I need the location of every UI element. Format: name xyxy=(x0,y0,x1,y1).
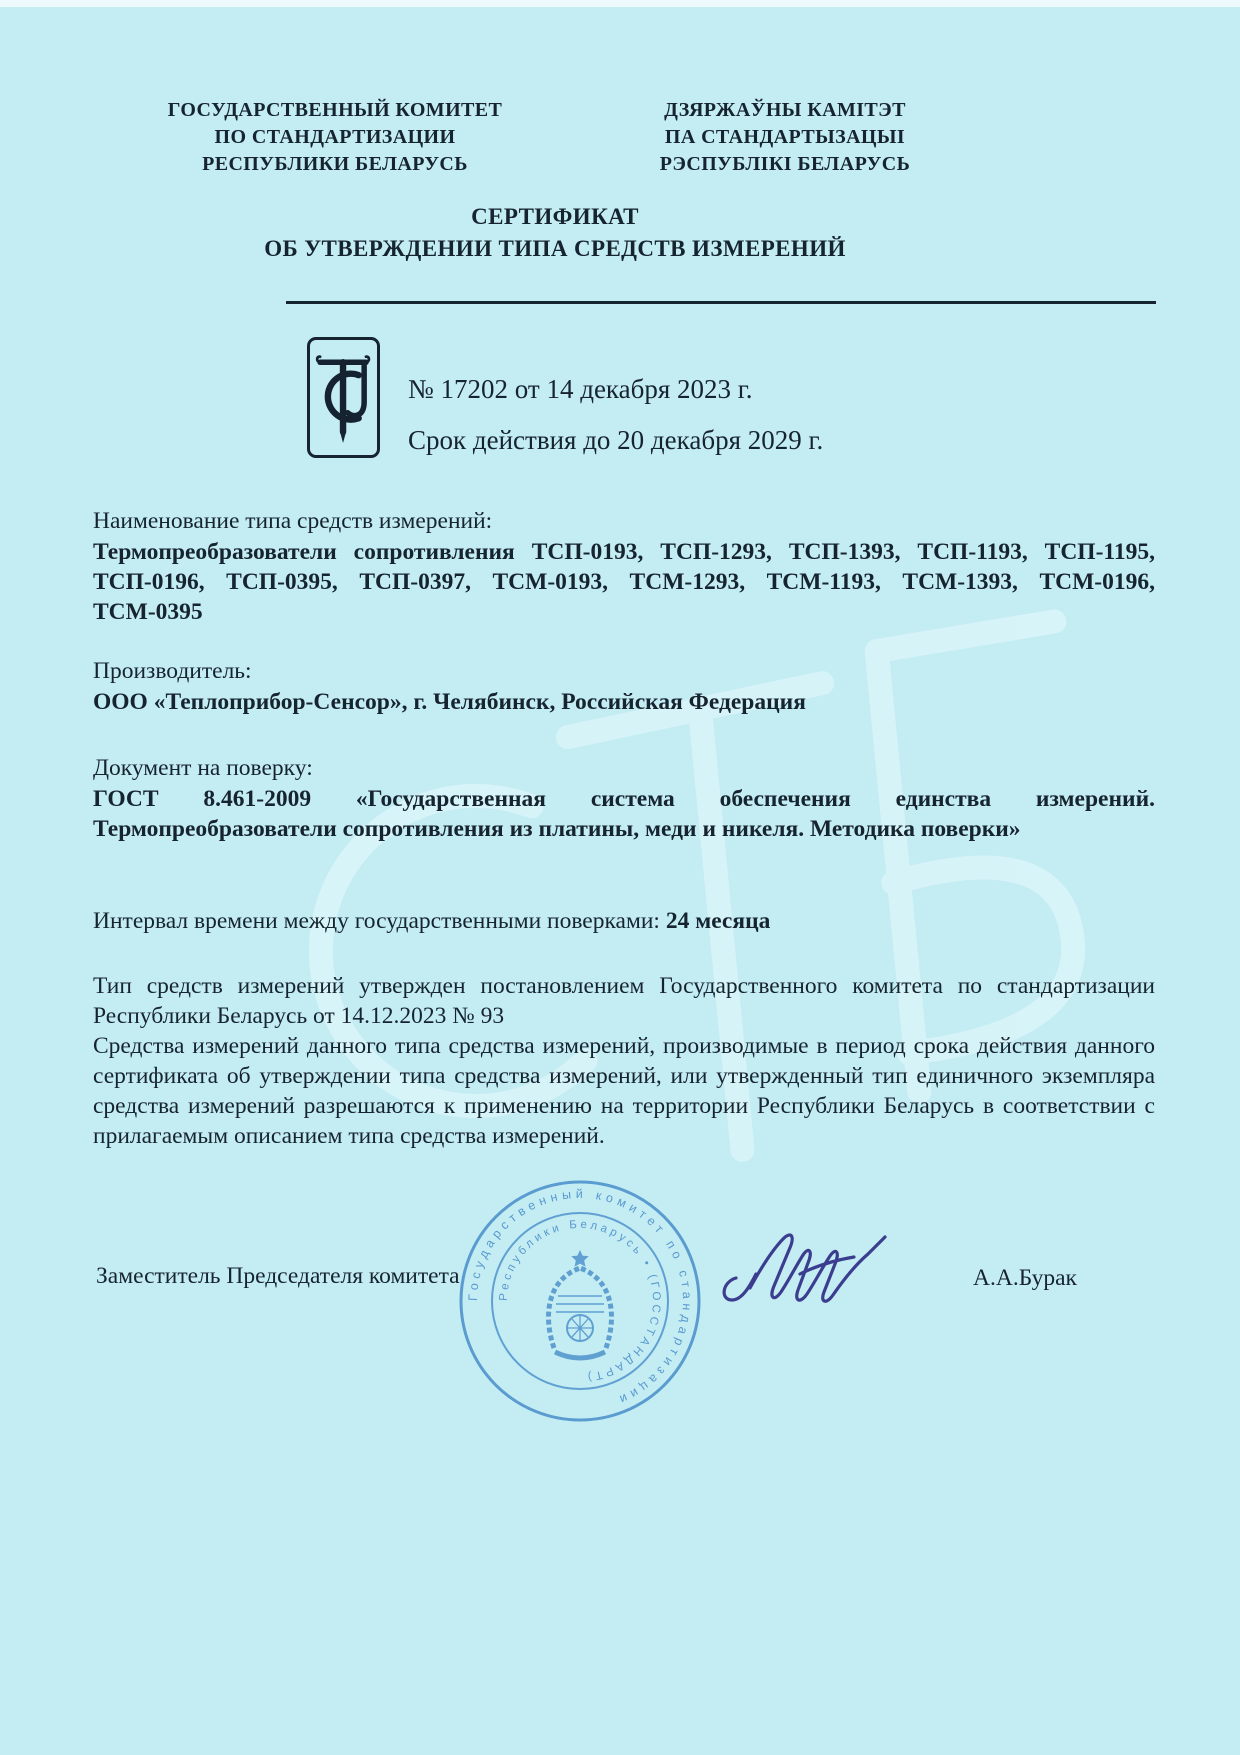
certificate-number: № 17202 от 14 декабря 2023 г. xyxy=(408,374,753,404)
name-label: Наименование типа средств измерений: xyxy=(93,508,493,534)
verification-doc-value: ГОСТ 8.461-2009 «Государственная система обеспечения единства измерений. Термопреобразователи сопротивления из платины, меди и никеля. Методика поверки» xyxy=(93,786,1155,842)
interval-label: Интервал времени между государственными поверками: xyxy=(93,908,660,934)
manufacturer-label: Производитель: xyxy=(93,658,252,684)
title-underline xyxy=(286,301,1156,304)
gosstandart-logo xyxy=(307,337,380,458)
official-round-stamp xyxy=(455,1176,705,1426)
header-committee-belarusian xyxy=(590,97,980,178)
header-committee-russian xyxy=(110,97,560,178)
monogram-stem-tip xyxy=(340,431,346,443)
verification-doc-label: Документ на поверку: xyxy=(93,755,313,781)
verification-interval xyxy=(93,906,770,936)
certificate-validity: Срок действия до 20 декабря 2029 г. xyxy=(408,425,824,455)
handwritten-signature xyxy=(712,1222,902,1317)
header-line: РЭСПУБЛІКІ БЕЛАРУСЬ xyxy=(659,153,911,175)
interval-value: 24 месяца xyxy=(665,908,771,934)
manufacturer-value: ООО «Теплоприбор-Сенсор», г. Челябинск, Российская Федерация xyxy=(93,689,806,715)
stamp-inner-ring-text: Республики Беларусь • (ГОССТАНДАРТ) xyxy=(497,1218,663,1383)
stamp-outer-ring-text: Государственный комитет по стандартизации xyxy=(465,1186,695,1409)
page-title-line1: СЕРТИФИКАТ xyxy=(471,204,639,229)
stb-monogram-icon xyxy=(310,342,377,455)
signer-position-title: Заместитель Председателя комитета xyxy=(96,1263,460,1289)
coat-of-arms-star xyxy=(571,1250,589,1267)
page-title-line2: ОБ УТВЕРЖДЕНИИ ТИПА СРЕДСТВ ИЗМЕРЕНИЙ xyxy=(264,236,846,261)
header-line: ДЗЯРЖАЎНЫ КАМІТЭТ xyxy=(664,99,906,121)
application-paragraph: Средства измерений данного типа средства измерений, производимые в период срока действия данного сертификата об утверждении типа средства измерений, или утвержденный тип единичного экземпляра средства измерений разрешаются к применению на территории Республики Беларусь в соответствии с прилагаемым описанием типа средства измерений. xyxy=(93,1033,1155,1149)
header-line: РЕСПУБЛИКИ БЕЛАРУСЬ xyxy=(202,153,468,175)
page-title xyxy=(95,201,1015,265)
approval-paragraph: Тип средств измерений утвержден постановлением Государственного комитета по стандартизации Республики Беларусь от 14.12.2023 № 93 xyxy=(93,973,1155,1029)
signer-name: А.А.Бурак xyxy=(973,1265,1077,1291)
belarus-coat-of-arms-icon xyxy=(549,1268,612,1358)
name-value: Термопреобразователи сопротивления ТСП-0193, ТСП-1293, ТСП-1393, ТСП-1193, ТСП-1195, ТСП-0196, ТСП-0395, ТСП-0397, ТСМ-0193, ТСМ-1293, ТСМ-1193, ТСМ-1393, ТСМ-0196, ТСМ-0395 xyxy=(93,539,1155,625)
header-line: ПА СТАНДАРТЫЗАЦЫІ xyxy=(664,126,906,148)
header-line: ПО СТАНДАРТИЗАЦИИ xyxy=(214,126,456,148)
header-line: ГОСУДАРСТВЕННЫЙ КОМИТЕТ xyxy=(167,99,503,121)
scan-edge-artifact xyxy=(0,0,1240,7)
